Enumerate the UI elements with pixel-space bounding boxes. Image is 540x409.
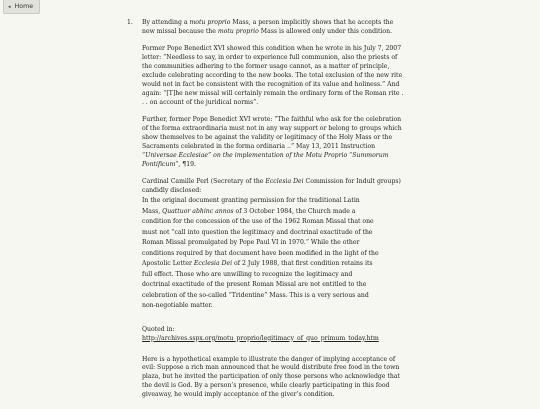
source-link[interactable]: http://archives.sspx.org/motu_proprio/legitimacy_of_quo_primum_today.htm [142,334,379,342]
para3-text-c: , ¶19. [178,160,196,168]
paragraph-benedict-letter [142,45,404,107]
para5-text: Here is a hypothetical example to illustrate the danger of implying acceptance of evil: Suppose a rich man announced that he would distribute free food in the town plaza, but he invited the participation of only those persons who acknowledge that the devil is God. By a person’s presence, while clearly participating in this food giveaway, he would imply acceptance of the giver’s condition. [142,355,400,399]
source-citation [142,326,404,344]
para4-text-c: Commission for Indult groups) candidly disclosed: [142,178,401,195]
source-label: Quoted in: [142,325,175,333]
home-label: Home [14,3,34,10]
paragraph-example [142,356,404,401]
blockquote [142,196,379,312]
home-button[interactable] [3,0,40,14]
back-arrow-icon: ◂ [8,3,11,10]
item1-text-c: Mass, a person implicitly shows that he accepts the new missal because the [142,19,394,35]
quote-text-a: In the original document granting permission for the traditional Latin Mass, [142,197,360,215]
quote-italic-b: Quattuor abhinc annos [162,207,234,215]
article-body [127,19,404,409]
item1-text-a: By attending a [142,19,190,26]
para3-text-a: Further, former Pope Benedict XVI wrote: “The faithful who ask for the celebration of the forma extraordinaria must not in any way support or belong to groups which show themselves to be against the validity or legitimacy of the Holy Mass or the Sacraments celebrated in the forma ordinaria ․.” May 13, 2011 Instruction [142,116,402,151]
item1-italic-d: motu proprio [217,27,259,35]
para4-text-a: Cardinal Camille Perl (Secretary of the [142,178,266,186]
quote-text-c: of 3 October 1984, the Church made a condition for the concession of the use of the 1962 Roman Missal that one must not “call into question the legitimacy and doctrinal exactitude of the Roman Missal promulgated by Pope Paul VI in 1970.” While the other conditions required by that document have been modified in the light of the Apostolic Letter [142,207,379,268]
paragraph-cardinal-perl [142,178,404,196]
item1-text-e: Mass is allowed only under this condition. [258,27,393,35]
quote-italic-d: Ecclesia Dei [193,260,233,268]
numbered-item-1 [127,19,404,37]
para3-italic-title: “Universae Ecclesiae” on the implementation of the Motu Proprio “Summorum Pontificum” [142,151,389,168]
para4-italic-b: Ecclesia Dei [265,178,304,186]
item-number: 1. [127,19,133,26]
item1-italic-b: motu proprio [189,19,231,26]
paragraph-instruction [142,116,404,169]
para2-text: Former Pope Benedict XVI showed this condition when he wrote in his July 7, 2007 letter: “Needless to say, in order to experience full communion, also the priests of the communities adhering to the former usage cannot, as a matter of principle, exclude celebrating according to the new books. The total exclusion of the new rite would not in fact be consistent with the recognition of its value and holiness.” And again: “[T]he new missal will certainly remain the ordinary form of the Roman rite . . . on account of the juridical norms”. [142,45,404,106]
quote-text-e: of 2 July 1988, that first condition retains its full effect. Those who are unwilling to recognize the legitimacy and doctrinal exactitude of the present Roman Missal are not entitled to the celebration of the so-called “Tridentine” Mass. This is a very serious and non-negotiable matter. [142,260,373,310]
